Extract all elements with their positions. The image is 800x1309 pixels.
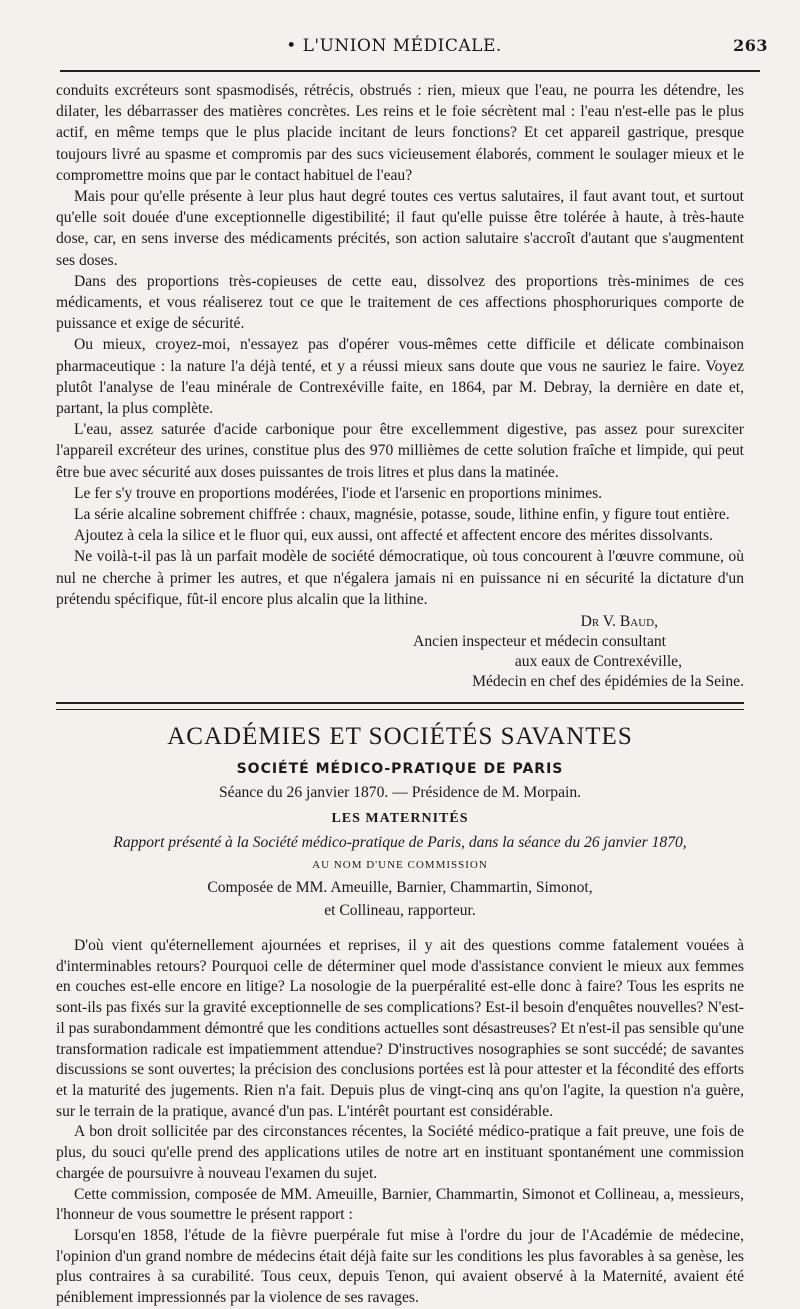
article-paragraph: Dans des proportions très-copieuses de cette eau, dissolvez des proportions très-minimes de ces médicaments, et vous réaliserez tout ce que le traitement de ces affections phosphoruriques comporte de puissance et exige de sécurité. (56, 272, 744, 333)
rapporteur-line: et Collineau, rapporteur. (324, 902, 476, 920)
report-paragraph: D'où vient qu'éternellement ajournées et reprises, il y ait des questions comme fatalement vouées à d'interminables retours? Pourquoi celle de déterminer quel mode d'assistance convient le mieux aux femmes en couches est-elle encore en litige? La nosologie de la puerpéralité est-elle donc à faire? Tous les esprits ne sont-ils pas fixés sur la gravité exceptionnelle de ses complications? Est-il besoin d'enquêtes nouvelles? N'est-il pas surabondamment démontré que les conditions actuelles sont désastreuses? Et n'est-il pas sensible qu'une transformation radicale est impatiemment attendue? D'instructives nosographies se sont succédé; de savantes discussions se sont ouvertes; la précision des conclusions portées est là pour attester et la fécondité des efforts et la maturité des jugements. Rien n'a fait. Depuis plus de vingt-cinq ans qu'on l'agite, la question n'a guère, sur le terrain de la pratique, avancé d'un pas. L'intérêt pourtant est considérable. (56, 937, 744, 1120)
section-title: ACADÉMIES ET SOCIÉTÉS SAVANTES (167, 723, 633, 751)
commission-members: Composée de MM. Ameuille, Barnier, Chammartin, Simonot, (207, 879, 593, 897)
article-paragraph: Le fer s'y trouve en proportions modérées, l'iode et l'arsenic en proportions minimes. (74, 484, 603, 502)
article-paragraph: Ne voilà-t-il pas là un parfait modèle de société démocratique, où tous concourent à l'œuvre commune, où nul ne cherche à primer les autres, et que n'égalera jamais ni en puissance ni en sécurité la dictature d'un prétendu spécifique, fût-il encore plus alcalin que la lithine. (56, 548, 744, 608)
author-name: Dr V. Baud, (580, 613, 658, 631)
seance-line: Séance du 26 janvier 1870. — Présidence de M. Morpain. (218, 784, 582, 802)
section-divider (56, 702, 744, 710)
author-title-2: aux eaux de Contrexéville, (514, 653, 682, 671)
author-title-3: Médecin en chef des épidémies de la Seine. (472, 673, 744, 691)
report-paragraph: A bon droit sollicitée par des circonstances récentes, la Société médico-pratique a fait preuve, une fois de plus, du souci qu'elle prend des applications utiles de notre art en instituant spontanément une commission chargée de poursuivre à nouveau l'examen du sujet. (56, 1123, 744, 1182)
article-end (56, 80, 744, 692)
article-paragraph: conduits excréteurs sont spasmodisés, rétrécis, obstrués : rien, mieux que l'eau, ne pourra les détendre, les dilater, les débarrasser des matières concrètes. Les reins et le foie sécrètent mal : l'eau n'est-elle pas le plus actif, en même temps que le plus placide incitant de leurs fonctions? Et cet appareil gastrique, presque toujours livré au spasme et compromis par des sucs vicieusement élaborés, comment le soulager mieux et le compromettre moins que par le contact habituel de l'eau? (56, 82, 744, 184)
article-paragraph: L'eau, assez saturée d'acide carbonique pour être excellemment digestive, pas assez pour surexciter l'appareil excréteur des urines, constitue plus des 970 millièmes de cette solution fraîche et limpide, qui peut être bue avec sécurité aux doses puissantes de trois litres et plus dans la matinée. (56, 421, 744, 481)
signature-block (56, 612, 744, 692)
page-body (56, 80, 744, 1309)
topic-title: LES MATERNITÉS (331, 811, 469, 827)
author-title-1: Ancien inspecteur et médecin consultant (413, 633, 666, 651)
report-paragraph: Lorsqu'en 1858, l'étude de la fièvre puerpérale fut mise à l'ordre du jour de l'Académie de médecine, l'opinion d'un grand nombre de médecins était déjà faite sur les conditions les plus favorables à sa genèse, les plus contraires à sa curabilité. Tous ceux, depuis Tenon, qui avaient observé à la Maternité, avaient été péniblement impressionnés par la violence de ses ravages. (56, 1226, 744, 1307)
running-title: • L'UNION MÉDICALE. (286, 36, 502, 56)
article-paragraph: Mais pour qu'elle présente à leur plus haut degré toutes ces vertus salutaires, il faut avant tout, et surtout qu'elle soit douée d'une exceptionnelle digestibilité; il faut qu'elle puisse être tolérée à haute, à très-haute dose, car, en sens inverse des médicaments précités, son action salutaire s'accroît d'autant que s'augmentent ses doses. (56, 188, 744, 269)
academies-section (56, 722, 744, 1309)
page-header (58, 0, 768, 62)
article-paragraph: Ajoutez à cela la silice et le fluor qui, eux aussi, ont affecté et affectent encore des mérites dissolvants. (74, 527, 713, 545)
report-paragraph: Cette commission, composée de MM. Ameuille, Barnier, Chammartin, Simonot et Collineau, a, messieurs, l'honneur de vous soumettre le présent rapport : (56, 1185, 744, 1224)
article-paragraph: Ou mieux, croyez-moi, n'essayez pas d'opérer vous-mêmes cette difficile et délicate combinaison pharmaceutique : la nature l'a déjà tenté, et y a réussi mieux sans doute que vous ne sauriez le faire. Voyez plutôt l'analyse de l'eau minérale de Contrexéville faite, en 1864, par M. Debray, la dernière en date et, partant, la plus complète. (56, 336, 744, 418)
society-name: SOCIÉTÉ MÉDICO-PRATIQUE DE PARIS (236, 761, 564, 778)
page-number: 263 (733, 36, 768, 55)
report-heading: Rapport présenté à la Société médico-pratique de Paris, dans la séance du 26 janvier 1870, (113, 834, 687, 852)
commission-line: AU NOM D'UNE COMMISSION (312, 859, 488, 872)
header-rule (60, 70, 760, 72)
article-paragraph: La série alcaline sobrement chiffrée : chaux, magnésie, potasse, soude, lithine enfin, y figure tout entière. (74, 506, 730, 524)
